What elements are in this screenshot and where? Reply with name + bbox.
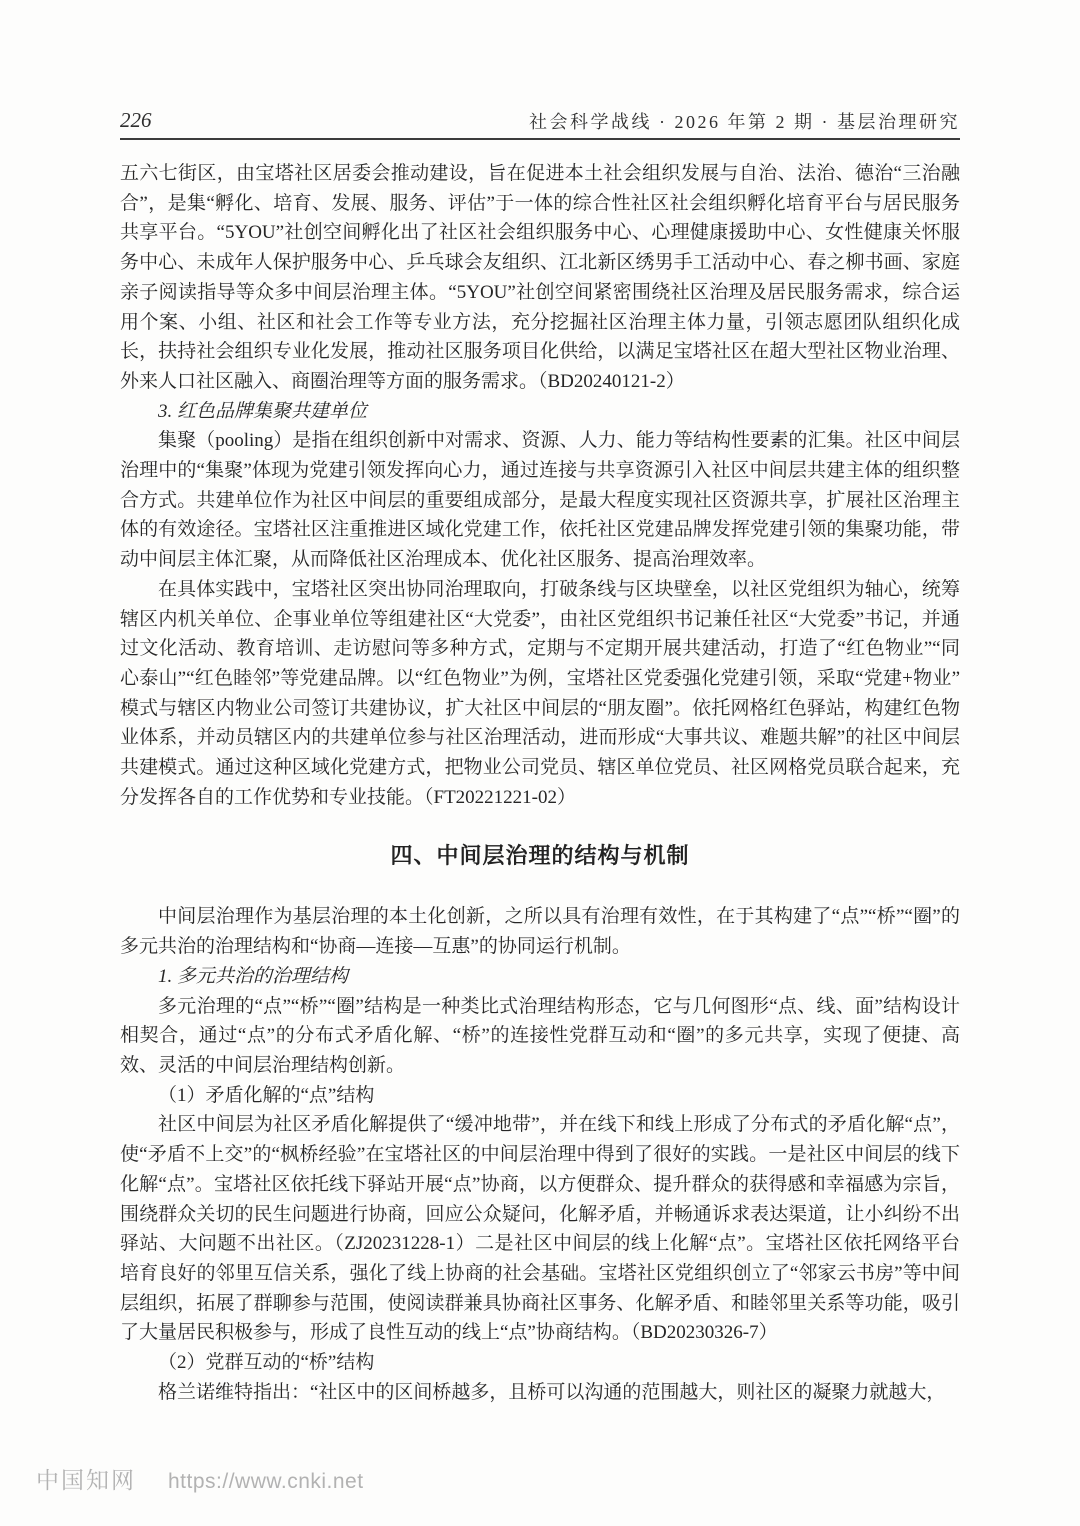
subsection-heading: 3. 红色品牌集聚共建单位 bbox=[158, 400, 368, 422]
journal-header: 社会科学战线 · 2026 年第 2 期 · 基层治理研究 bbox=[529, 112, 960, 132]
paragraph: 在具体实践中，宝塔社区突出协同治理取向，打破条线与区块壁垒，以社区党组织为轴心，统筹辖区内机关单位、企事业单位等组建社区“大党委”，由社区党组织书记兼任社区“大党委”书记，并通过文化活动、教育培训、走访慰问等多种方式，定期与不定期开展共建活动，打造了“红色物业”“同心泰山”“红色睦邻”等党建品牌。以“红色物业”为例，宝塔社区党委强化党建引领，采取“党建+物业”模式与辖区内物业公司签订共建协议，扩大社区中间层的“朋友圈”。依托网格红色驿站，构建红色物业体系，并动员辖区内的共建单位参与社区治理活动，进而形成“大事共议、难题共解”的社区中间层共建模式。通过这种区域化党建方式，把物业公司党员、辖区单位党员、社区网格党员联合起来，充分发挥各自的工作优势和专业技能。（FT20221221-02） bbox=[120, 578, 960, 808]
paragraph: 中间层治理作为基层治理的本土化创新，之所以具有治理有效性，在于其构建了“点”“桥”“圈”的多元共治的治理结构和“协商—连接—互惠”的协同运行机制。 bbox=[120, 906, 960, 958]
subsection-heading: （2）党群互动的“桥”结构 bbox=[158, 1352, 375, 1374]
paragraph: 格兰诺维特指出：“社区中的区间桥越多，且桥可以沟通的范围越大，则社区的凝聚力就越大， bbox=[158, 1381, 946, 1403]
content-area bbox=[120, 0, 960, 1407]
page-number: 226 bbox=[120, 108, 152, 132]
paragraph: 集聚（pooling）是指在组织创新中对需求、资源、人力、能力等结构性要素的汇集。社区中间层治理中的“集聚”体现为党建引领发挥向心力，通过连接与共享资源引入社区中间层共建主体的组织整合方式。共建单位作为社区中间层的重要组成部分，是最大程度实现社区资源共享，扩展社区治理主体的有效途径。宝塔社区注重推进区域化党建工作，依托社区党建品牌发挥党建引领的集聚功能，带动中间层主体汇聚，从而降低社区治理成本、优化社区服务、提高治理效率。 bbox=[120, 430, 960, 571]
cnki-watermark bbox=[36, 1462, 364, 1495]
running-head bbox=[120, 0, 960, 140]
section-title: 四、中间层治理的结构与机制 bbox=[390, 843, 690, 869]
cnki-url: https://www.cnki.net bbox=[168, 1470, 364, 1493]
article-body bbox=[120, 159, 960, 1407]
cnki-brand-label: 中国知网 bbox=[36, 1467, 136, 1493]
paragraph: 社区中间层为社区矛盾化解提供了“缓冲地带”，并在线下和线上形成了分布式的矛盾化解“点”，使“矛盾不上交”的“枫桥经验”在宝塔社区的中间层治理中得到了很好的实践。一是社区中间层的线下化解“点”。宝塔社区依托线下驿站开展“点”协商，以方便群众、提升群众的获得感和幸福感为宗旨，围绕群众关切的民生问题进行协商，回应公众疑问，化解矛盾，并畅通诉求表达渠道，让小纠纷不出驿站、大问题不出社区。（ZJ20231228-1）二是社区中间层的线上化解“点”。宝塔社区依托网络平台培育良好的邻里互信关系，强化了线上协商的社会基础。宝塔社区党组织创立了“邻家云书房”等中间层组织，拓展了群聊参与范围，使阅读群兼具协商社区事务、化解矛盾、和睦邻里关系等功能，吸引了大量居民积极参与，形成了良性互动的线上“点”协商结构。（BD20230326-7） bbox=[120, 1114, 960, 1344]
paragraph: 五六七街区，由宝塔社区居委会推动建设，旨在促进本土社会组织发展与自治、法治、德治“三治融合”，是集“孵化、培育、发展、服务、评估”于一体的综合性社区社会组织孵化培育平台与居民服务共享平台。“5YOU”社创空间孵化出了社区社会组织服务中心、心理健康援助中心、女性健康关怀服务中心、未成年人保护服务中心、乒乓球会友组织、江北新区绣男手工活动中心、春之柳书画、家庭亲子阅读指导等众多中间层治理主体。“5YOU”社创空间紧密围绕社区治理及居民服务需求，综合运用个案、小组、社区和社会工作等专业方法，充分挖掘社区治理主体力量，引领志愿团队组织化成长，扶持社会组织专业化发展，推动社区服务项目化供给，以满足宝塔社区在超大型社区物业治理、外来人口社区融入、商圈治理等方面的服务需求。（BD20240121-2） bbox=[120, 163, 960, 392]
subsection-heading: 1. 多元共治的治理结构 bbox=[158, 965, 349, 987]
paragraph: 多元治理的“点”“桥”“圈”结构是一种类比式治理结构形态，它与几何图形“点、线、面”结构设计相契合，通过“点”的分布式矛盾化解、“桥”的连接性党群互动和“圈”的多元共享，实现了便捷、高效、灵活的中间层治理结构创新。 bbox=[120, 995, 960, 1076]
subsection-heading: （1）矛盾化解的“点”结构 bbox=[158, 1084, 375, 1106]
